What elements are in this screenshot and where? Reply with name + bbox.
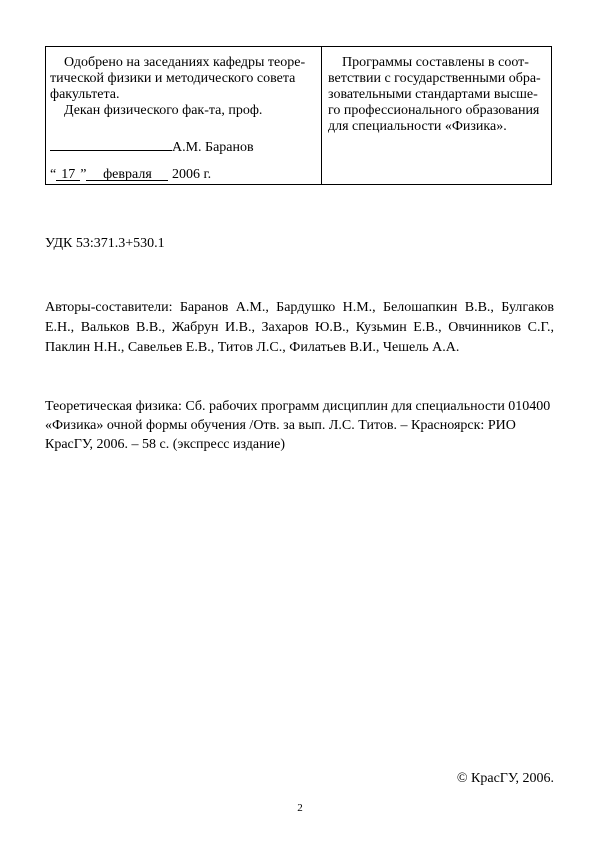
dean-title: Декан физического фак-та, проф. <box>64 103 263 118</box>
bibliography-line-3: КрасГУ, 2006. – 58 с. (экспресс издание) <box>45 437 285 452</box>
bibliography-line-2: «Физика» очной формы обучения /Отв. за вып. Л.С. Титов. – Красноярск: РИО <box>45 418 516 433</box>
dean-name: А.М. Баранов <box>172 140 254 155</box>
date-day: 17 <box>56 167 80 181</box>
standards-line-4: го профессионального образования <box>328 103 540 118</box>
signature-blank-line <box>50 137 172 151</box>
page-number: 2 <box>297 802 303 814</box>
approval-line-1: Одобрено на заседаниях кафедры теоре- <box>64 55 306 70</box>
date-close-quote: ” <box>80 167 87 182</box>
approval-line-2: тической физики и методического совета <box>50 71 296 86</box>
copyright-notice: © КрасГУ, 2006. <box>456 771 554 786</box>
table-divider <box>321 47 322 184</box>
approval-date <box>50 167 312 183</box>
udk-code: УДК 53:371.3+530.1 <box>45 236 165 251</box>
standards-line-2: ветствии с государственными обра- <box>328 71 541 86</box>
date-year: 2006 г. <box>171 167 212 182</box>
bibliography-line-1: Теоретическая физика: Сб. рабочих программ дисциплин для специальности 010400 <box>45 399 551 414</box>
date-month: февраля <box>86 167 168 181</box>
bibliography-paragraph <box>45 397 560 454</box>
approval-right-cell <box>328 55 543 135</box>
standards-line-1: Программы составлены в соот- <box>342 55 529 70</box>
approval-left-cell <box>50 55 312 183</box>
approval-table <box>45 46 552 185</box>
authors-paragraph: Авторы-составители: Баранов А.М., Бардушко Н.М., Белошапкин В.В., Булгаков Е.Н., Вальков В.В., Жабрун И.В., Захаров Ю.В., Кузьмин Е.В., Овчинников С.Г., Паклин Н.Н., Савельев Е.В., Титов Л.С., Филатьев В.И., Чешель А.А. <box>45 300 554 355</box>
approval-line-3: факультета. <box>50 87 120 102</box>
signature-row <box>50 137 312 156</box>
standards-line-3: зовательными стандартами высше- <box>328 87 538 102</box>
standards-line-5: для специальности «Физика». <box>328 119 507 134</box>
date-open-quote: “ <box>50 167 57 182</box>
